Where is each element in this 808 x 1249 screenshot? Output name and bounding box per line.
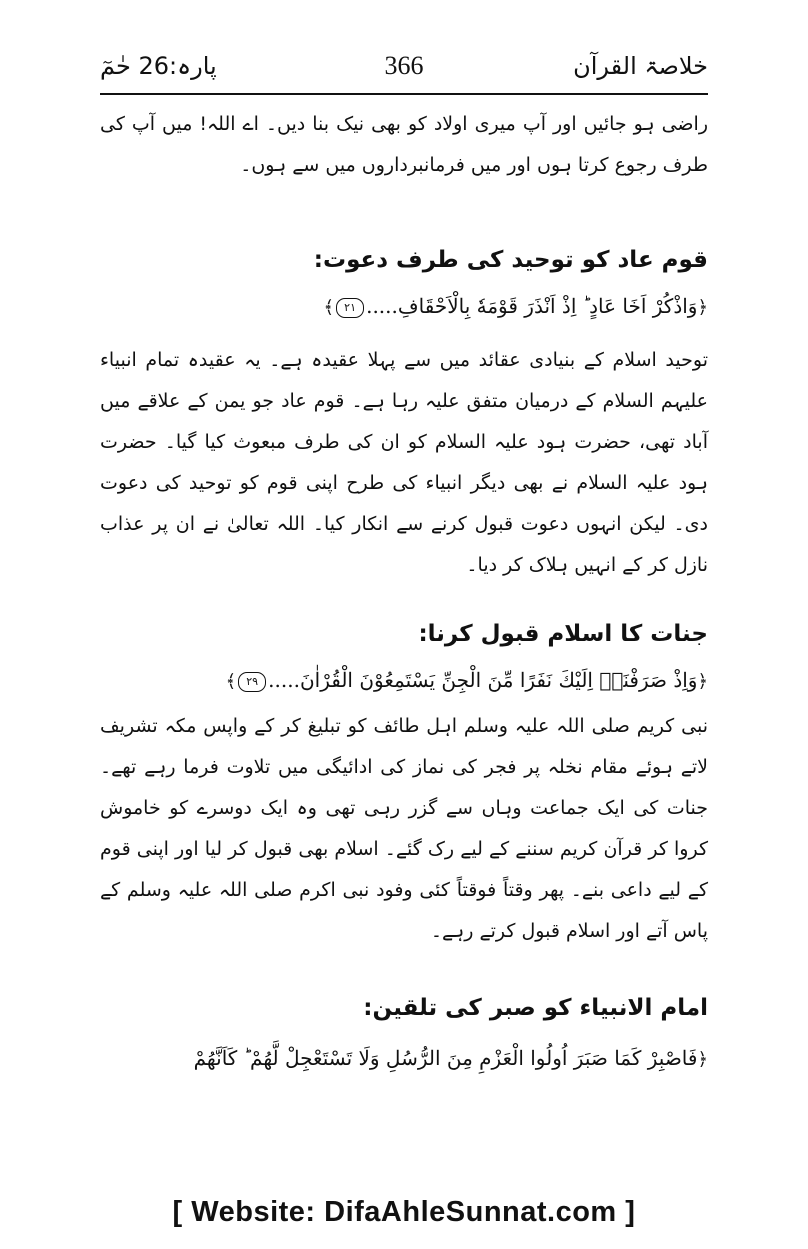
section-1-heading: قوم عاد کو توحید کی طرف دعوت: [313, 247, 708, 273]
page-header [100, 48, 708, 88]
section-3-verse [100, 1038, 708, 1080]
section-2-paragraph: نبی کریم صلی اللہ علیہ وسلم اہل طائف کو تبلیغ کر کے واپس مکہ تشریف لاتے ہوئے مقام نخلہ پر فجر کی نماز کی ادائیگی میں تلاوت فرما رہے تھے۔ جنات کی ایک جماعت وہاں سے گزر رہی تھی وہ ایک دوسرے کو خاموش کروا کر قرآن کریم سننے کے لیے رک گئے۔ اسلام بھی قبول کر لیا اور اپنی قوم کے لیے داعی بنے۔ پھر وقتاً فوقتاً کئی وفود نبی اکرم صلی اللہ علیہ وسلم کے پاس آتے اور اسلام قبول کرتے رہے۔ [100, 715, 708, 942]
page-body [100, 104, 708, 1080]
website-footer: [ Website: DifaAhleSunnat.com ] [172, 1196, 636, 1228]
verse-open-bracket: ﴿ [697, 1049, 708, 1070]
verse-open-bracket: ﴿ [697, 671, 708, 692]
para-label: پارہ:26 حٰمٓ [100, 52, 217, 80]
verse-open-bracket: ﴿ [697, 297, 708, 318]
book-title: خلاصۃ القرآن [573, 52, 708, 80]
section-1-verse-text: وَاذْكُرْ اَخَا عَادٍ ؕ اِذْ اَنْذَرَ قَوْمَهٗ بِالْاَحْقَافِ..... [366, 294, 698, 318]
section-1-verse [100, 286, 708, 328]
section-2-heading: جنات کا اسلام قبول کرنا: [418, 621, 708, 647]
section-1-paragraph: توحید اسلام کے بنیادی عقائد میں سے پہلا عقیدہ ہے۔ یہ عقیدہ تمام انبیاء علیہم السلام کے درمیان متفق علیہ رہا ہے۔ قوم عاد جو یمن کے علاقے میں آباد تھی، حضرت ہود علیہ السلام کو ان کی طرف مبعوث کیا گیا۔ حضرت ہود علیہ السلام نے بھی دیگر انبیاء کی طرح اپنی قوم کو توحید کی دعوت دی۔ لیکن انہوں دعوت قبول کرنے سے انکار کیا۔ اللہ تعالیٰ نے ان پر عذاب نازل کر کے انہیں ہلاک کر دیا۔ [100, 349, 708, 576]
ayah-number-marker: ٢٩ [238, 672, 266, 692]
intro-paragraph: راضی ہو جائیں اور آپ میری اولاد کو بھی نیک بنا دیں۔ اے اللہ! میں آپ کی طرف رجوع کرتا ہوں اور میں فرمانبرداروں میں سے ہوں۔ [100, 113, 708, 176]
verse-close-bracket: ﴾ [323, 297, 335, 318]
section-3-heading: امام الانبیاء کو صبر کی تلقین: [363, 995, 708, 1021]
section-3-verse-text: فَاصْبِرْ كَمَا صَبَرَ اُولُوا الْعَزْمِ مِنَ الرُّسُلِ وَلَا تَسْتَعْجِلْ لَّهُمْ ؕ كَاَنَّهُمْ [193, 1046, 698, 1070]
verse-close-bracket: ﴾ [225, 671, 237, 692]
section-2-verse [100, 660, 708, 702]
page-number: 366 [384, 51, 424, 80]
ayah-number-marker: ٢١ [336, 298, 364, 318]
header-rule [100, 93, 708, 95]
section-2-verse-text: وَاِذْ صَرَفْنَاۤ اِلَيْكَ نَفَرًا مِّنَ الْجِنِّ يَسْتَمِعُوْنَ الْقُرْاٰنَ..... [268, 668, 698, 692]
